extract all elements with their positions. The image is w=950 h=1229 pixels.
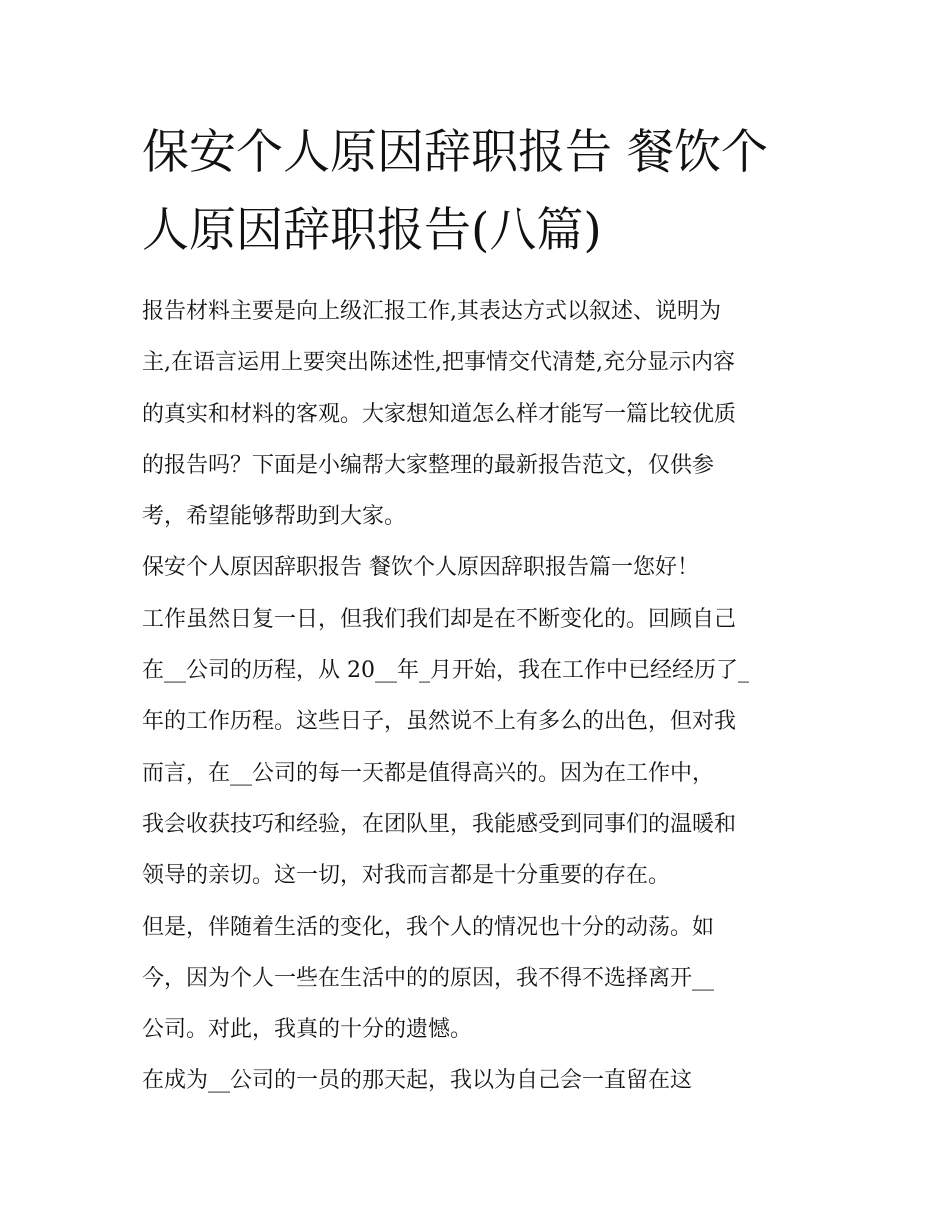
text-line: 公司。对此，我真的十分的遗憾。: [142, 1017, 473, 1043]
text-line: 领导的亲切。这一切，对我而言都是十分重要的存在。: [142, 863, 671, 889]
text-line: 我会收获技巧和经验，在团队里，我能感受到同事们的温暖和: [142, 811, 737, 837]
text-line: 在成为__公司的一员的那天起，我以为自己会一直留在这: [142, 1068, 693, 1094]
paragraph-1: [142, 594, 812, 902]
text-line: 的真实和材料的客观。大家想知道怎么样才能写一篇比较优质: [142, 401, 737, 427]
paragraph-heading: [142, 542, 812, 593]
text-line: 工作虽然日复一日，但我们我们却是在不断变化的。回顾自己: [142, 606, 737, 632]
text-line: 报告材料主要是向上级汇报工作,其表达方式以叙述、说明为: [142, 299, 721, 324]
text-line: 主,在语言运用上要突出陈述性,把事情交代清楚,充分显示内容: [142, 350, 735, 376]
title-line: 人原因辞职报告(八篇): [142, 203, 602, 258]
document-title: [142, 114, 812, 270]
paragraph-2: [142, 902, 812, 1056]
text-line: 今，因为个人一些在生活中的的原因，我不得不选择离开__: [142, 965, 715, 991]
text-line: 而言，在__公司的每一天都是值得高兴的。因为在工作中，: [142, 760, 715, 786]
text-line: 年的工作历程。这些日子，虽然说不上有多么的出色，但对我: [142, 709, 737, 735]
text-line: 的报告吗？下面是小编帮大家整理的最新报告范文，仅供参: [142, 452, 715, 478]
paragraph-intro: [142, 286, 812, 542]
text-line: 保安个人原因辞职报告 餐饮个人原因辞职报告篇一您好！: [142, 555, 699, 581]
paragraph-3: [142, 1055, 812, 1106]
text-line: 但是，伴随着生活的变化，我个人的情况也十分的动荡。如: [142, 914, 715, 940]
text-line: 在__公司的历程，从 20__年_月开始，我在工作中已经经历了_: [142, 658, 749, 684]
title-line: 保安个人原因辞职报告 餐饮个: [142, 125, 768, 180]
document-body: [142, 286, 812, 1107]
document-page: [142, 114, 812, 1107]
text-line: 考，希望能够帮助到大家。: [142, 504, 407, 530]
